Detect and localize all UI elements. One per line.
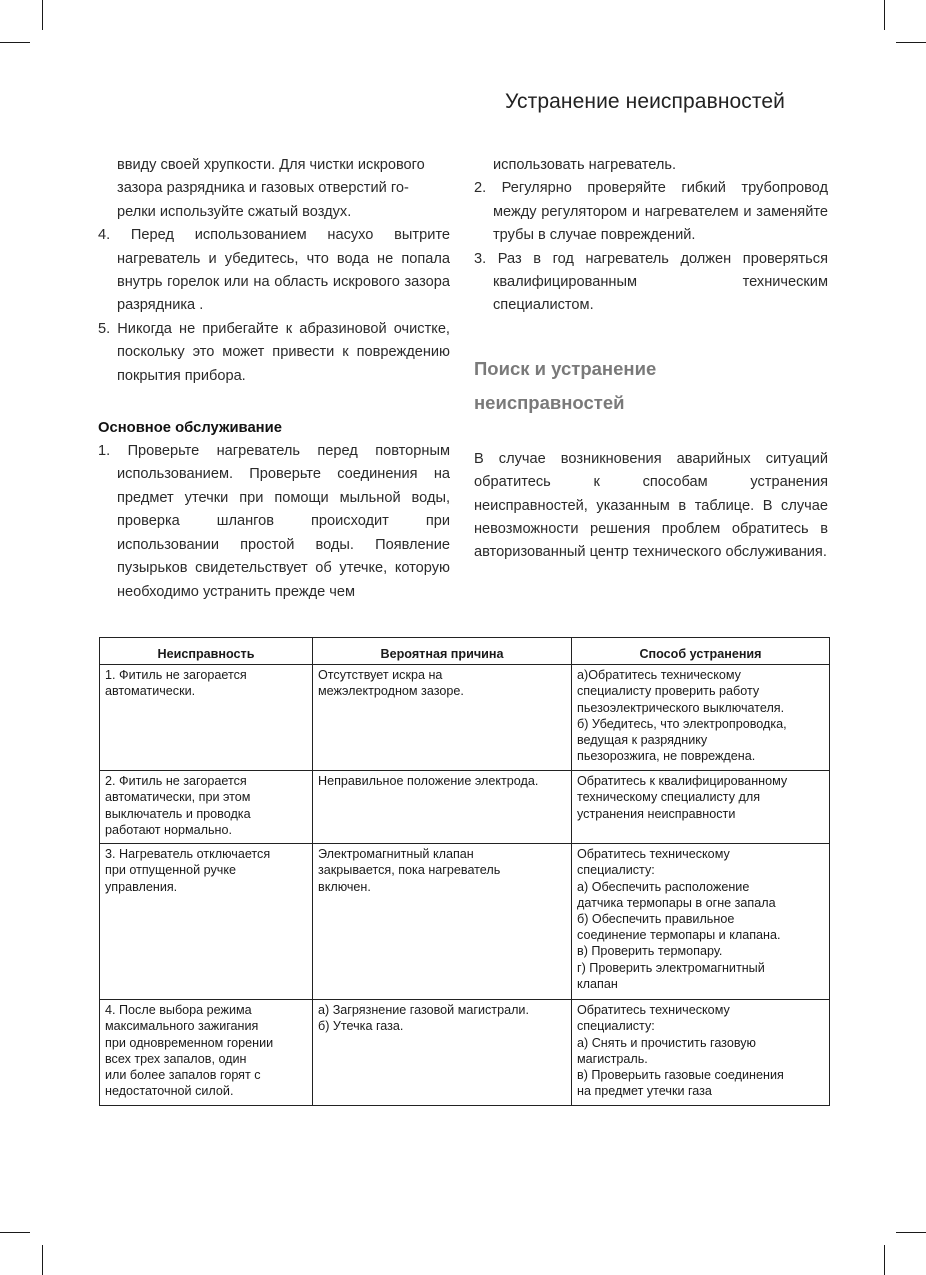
cell-line: устранения неисправности bbox=[577, 806, 736, 821]
item-text: Регулярно проверяйте гибкий трубопровод между регулятором и нагревателем и заменяйте трубы в случае повреждений. bbox=[493, 180, 828, 244]
cell-line: специалисту: bbox=[577, 1019, 655, 1034]
crop-mark bbox=[0, 1232, 30, 1233]
column-header: Неисправность bbox=[100, 638, 313, 665]
cell-line: соединение термопары и клапана. bbox=[577, 928, 781, 943]
column-header: Вероятная причина bbox=[313, 638, 572, 665]
crop-mark bbox=[896, 42, 926, 43]
running-head: Устранение неисправностей bbox=[505, 90, 785, 113]
cell-line: закрывается, пока нагреватель bbox=[318, 863, 501, 878]
crop-mark bbox=[0, 42, 30, 43]
continuation-text: ввиду своей хрупкости. Для чистки искрового зазора разрядника и газовых отверстий го- релки используйте сжатый воздух. bbox=[117, 157, 425, 220]
cell-line: а) Обеспечить расположение bbox=[577, 879, 750, 894]
table-row bbox=[100, 1000, 830, 1106]
list-item bbox=[98, 224, 450, 318]
cell-line: на предмет утечки газа bbox=[577, 1084, 712, 1099]
continuation-text: использовать нагреватель. bbox=[493, 157, 677, 173]
table-header-row bbox=[100, 638, 830, 665]
item-text: Проверьте нагреватель перед повторным использованием. Проверьте соединения на предмет утечки при помощи мыльной воды, проверка шлангов происходит при использовании простой воды. Появление пузырьков свидетельствует об утечке, которую необходимо устранить прежде чем bbox=[117, 443, 450, 600]
cell-line: автоматически. bbox=[105, 684, 196, 699]
list-item bbox=[98, 440, 450, 604]
cell-line: при одновременном горении bbox=[105, 1035, 274, 1050]
cell-line: автоматически, при этом bbox=[105, 790, 251, 805]
cause-cell bbox=[313, 665, 572, 771]
table-row bbox=[100, 665, 830, 771]
fault-cell bbox=[100, 844, 313, 1000]
right-column bbox=[474, 154, 828, 565]
fault-cell bbox=[100, 771, 313, 844]
cell-line: управления. bbox=[105, 879, 178, 894]
item-number: 1. bbox=[98, 443, 111, 460]
table-row bbox=[100, 844, 830, 1000]
cell-line: максимального зажигания bbox=[105, 1019, 259, 1034]
cell-line: техническому специалисту для bbox=[577, 790, 761, 805]
cell-line: датчика термопары в огне запала bbox=[577, 895, 776, 910]
list-item bbox=[474, 177, 828, 247]
cell-line: Электромагнитный клапан bbox=[318, 847, 474, 862]
cell-line: пьезорозжига, не повреждена. bbox=[577, 749, 756, 764]
cell-line: в) Проверить термопару. bbox=[577, 944, 723, 959]
crop-mark bbox=[884, 1245, 885, 1275]
cell-line: 2. Фитиль не загорается bbox=[105, 774, 247, 789]
cell-line: пьезоэлектрического выключателя. bbox=[577, 700, 785, 715]
table-row bbox=[100, 771, 830, 844]
cell-line: выключатель и проводка bbox=[105, 806, 251, 821]
section-title: Поиск и устранение неисправностей bbox=[474, 357, 657, 413]
cell-line: включен. bbox=[318, 879, 371, 894]
troubleshooting-table bbox=[99, 637, 830, 1106]
cell-line: работают нормально. bbox=[105, 822, 233, 837]
remedy-cell bbox=[572, 771, 830, 844]
cell-line: Обратитесь к квалифицированному bbox=[577, 774, 788, 789]
crop-mark bbox=[42, 0, 43, 30]
item-number: 3. bbox=[474, 250, 487, 267]
cell-line: а) Снять и прочистить газовую bbox=[577, 1035, 756, 1050]
remedy-cell bbox=[572, 844, 830, 1000]
item-text: Перед использованием насухо вытрите нагреватель и убедитесь, что вода не попала внутрь горелок или на область искрового зазора разрядника . bbox=[117, 227, 450, 314]
cell-line: 3. Нагреватель отключается bbox=[105, 847, 271, 862]
cell-line: б) Обеспечить правильное bbox=[577, 912, 735, 927]
crop-mark bbox=[42, 1245, 43, 1275]
fault-cell bbox=[100, 1000, 313, 1106]
fault-cell bbox=[100, 665, 313, 771]
column-header: Способ устранения bbox=[572, 638, 830, 665]
cell-line: специалисту: bbox=[577, 863, 655, 878]
item-number: 4. bbox=[98, 227, 111, 244]
cell-line: Обратитесь техническому bbox=[577, 1003, 730, 1018]
cell-line: 1. Фитиль не загорается bbox=[105, 668, 247, 683]
left-column bbox=[98, 154, 450, 604]
cell-line: а) Загрязнение газовой магистрали. bbox=[318, 1003, 529, 1018]
remedy-cell bbox=[572, 665, 830, 771]
item-number: 2. bbox=[474, 180, 487, 197]
cell-line: Обратитесь техническому bbox=[577, 847, 730, 862]
item-number: 5. bbox=[98, 320, 111, 337]
cell-line: а)Обратитесь техническому bbox=[577, 668, 741, 683]
item-text: Раз в год нагреватель должен проверяться квалифицированным техническим специалистом. bbox=[493, 250, 828, 314]
cell-line: ведущая к разряднику bbox=[577, 733, 708, 748]
cell-line: клапан bbox=[577, 976, 618, 991]
item-text: Никогда не прибегайте к абразиновой очистке, поскольку это может привести к повреждению покрытия прибора. bbox=[117, 320, 450, 384]
cell-line: б) Утечка газа. bbox=[318, 1019, 404, 1034]
section-body: В случае возникновения аварийных ситуаций обратитесь к способам устранения неисправностей, указанным в таблице. В случае невозможности решения проблем обратитесь в авторизованный центр технического обслуживания. bbox=[474, 450, 828, 561]
crop-mark bbox=[884, 0, 885, 30]
cell-line: межэлектродном зазоре. bbox=[318, 684, 464, 699]
list-item bbox=[474, 248, 828, 318]
cell-line: Неправильное положение электрода. bbox=[318, 774, 539, 789]
cell-line: или более запалов горят с bbox=[105, 1068, 261, 1083]
cell-line: при отпущенной ручке bbox=[105, 863, 237, 878]
cell-line: в) Проверьить газовые соединения bbox=[577, 1068, 784, 1083]
cell-line: б) Убедитесь, что электропроводка, bbox=[577, 716, 787, 731]
remedy-cell bbox=[572, 1000, 830, 1106]
cell-line: Отсутствует искра на bbox=[318, 668, 443, 683]
cell-line: г) Проверить электромагнитный bbox=[577, 960, 765, 975]
cell-line: 4. После выбора режима bbox=[105, 1003, 252, 1018]
cell-line: недостаточной силой. bbox=[105, 1084, 234, 1099]
cell-line: магистраль. bbox=[577, 1051, 648, 1066]
subheading: Основное обслуживание bbox=[98, 420, 282, 437]
list-item bbox=[98, 318, 450, 388]
cause-cell bbox=[313, 844, 572, 1000]
cause-cell bbox=[313, 771, 572, 844]
cell-line: специалисту проверить работу bbox=[577, 684, 760, 699]
cell-line: всех трех запалов, один bbox=[105, 1051, 247, 1066]
cause-cell bbox=[313, 1000, 572, 1106]
crop-mark bbox=[896, 1232, 926, 1233]
